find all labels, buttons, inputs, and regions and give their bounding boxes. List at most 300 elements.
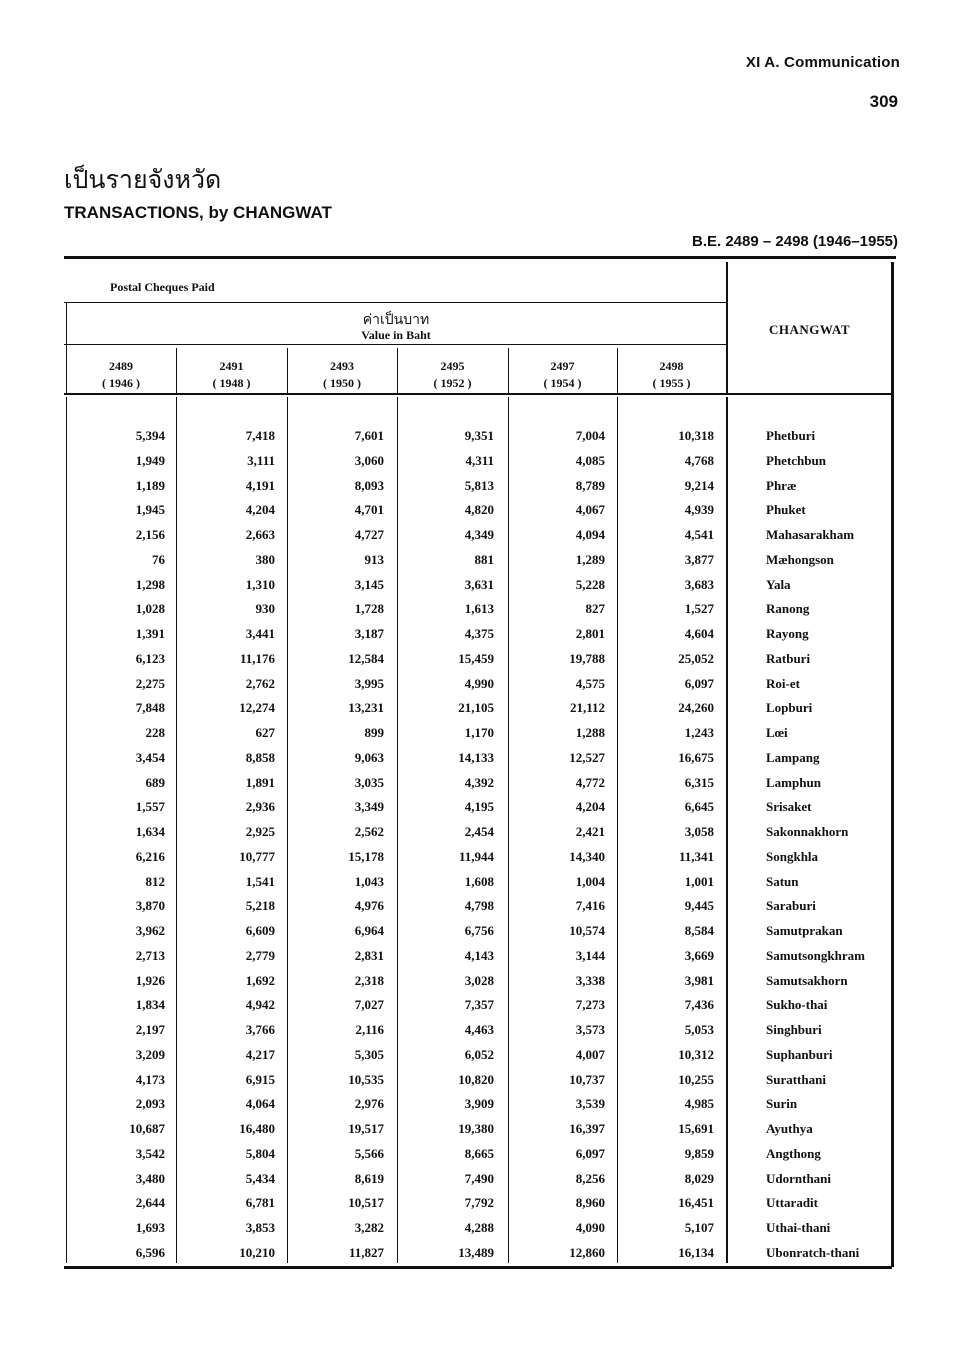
changwat-name: Suphanburi [766, 1046, 833, 1062]
table-row [0, 474, 966, 499]
value-cell: 9,445 [684, 898, 714, 914]
changwat-name: Ayuthya [766, 1121, 813, 1136]
value-cell: 6,964 [354, 923, 384, 938]
year-header-2497 [508, 358, 617, 392]
value-cell: 10,820 [458, 1071, 494, 1087]
value-cell: 4,094 [575, 527, 605, 542]
changwat-name: Samutprakan [766, 923, 843, 938]
table-row [0, 498, 966, 523]
value-cell: 3,480 [135, 1170, 165, 1186]
value-cell: 3,145 [354, 576, 384, 592]
value-cell: 10,210 [239, 1244, 275, 1260]
changwat-name: Saraburi [766, 898, 816, 914]
value-cell: 4,204 [575, 799, 605, 815]
changwat-name: Samutsakhorn [766, 972, 848, 988]
value-cell: 9,214 [684, 477, 714, 493]
value-cell: 9,063 [354, 749, 384, 765]
changwat-name: Roi-et [766, 675, 800, 691]
table-row [0, 1018, 966, 1043]
value-cell: 14,133 [458, 749, 494, 765]
value-cell: 16,451 [678, 1195, 714, 1211]
value-cell: 11,341 [678, 848, 714, 864]
value-cell: 3,909 [464, 1096, 494, 1112]
value-cell: 2,762 [245, 675, 275, 691]
value-cell: 1,634 [135, 824, 165, 839]
value-cell: 3,454 [135, 749, 165, 765]
value-cell: 2,976 [354, 1096, 384, 1112]
year-ad: ( 1950 ) [323, 376, 361, 390]
value-cell: 228 [145, 725, 165, 740]
value-cell: 9,859 [684, 1145, 714, 1161]
value-cell: 4,798 [464, 898, 494, 914]
table-row [0, 424, 966, 449]
value-cell: 11,944 [458, 848, 494, 864]
value-cell: 10,777 [239, 848, 275, 864]
changwat-name: Sakonnakhorn [766, 824, 849, 839]
changwat-name: Phetburi [766, 428, 816, 443]
value-cell: 5,305 [354, 1046, 384, 1062]
value-cell: 6,915 [245, 1071, 275, 1087]
value-cell: 1,613 [464, 601, 494, 617]
value-cell: 10,687 [129, 1121, 165, 1136]
value-cell: 2,936 [245, 799, 275, 815]
changwat-name: Suratthani [766, 1071, 826, 1087]
value-cell: 4,311 [465, 452, 494, 468]
value-cell: 4,772 [575, 774, 605, 790]
value-cell: 2,562 [354, 824, 384, 839]
table-row [0, 1167, 966, 1192]
value-cell: 1,001 [684, 873, 714, 889]
table-row [0, 944, 966, 969]
value-cell: 8,960 [575, 1195, 605, 1211]
changwat-name: Yala [766, 576, 791, 592]
value-cell: 689 [145, 774, 165, 790]
value-cell: 6,781 [245, 1195, 275, 1211]
value-cell: 1,557 [135, 799, 165, 815]
value-cell: 16,397 [569, 1121, 605, 1136]
table-row [0, 721, 966, 746]
value-cell: 10,517 [348, 1195, 384, 1211]
value-cell: 10,318 [678, 428, 714, 443]
value-cell: 3,870 [135, 898, 165, 914]
value-cell: 4,007 [575, 1046, 605, 1062]
year-ad: ( 1948 ) [212, 376, 251, 390]
value-cell: 1,949 [135, 452, 165, 468]
value-cell: 827 [585, 601, 605, 617]
table-row [0, 672, 966, 697]
value-cell: 1,243 [684, 725, 714, 740]
table-row [0, 919, 966, 944]
value-cell: 15,691 [678, 1121, 714, 1136]
value-cell: 1,608 [464, 873, 494, 889]
value-cell: 812 [145, 873, 165, 889]
table-row [0, 523, 966, 548]
value-cell: 16,675 [678, 749, 714, 765]
value-cell: 899 [364, 725, 384, 740]
value-cell: 16,134 [678, 1244, 714, 1260]
table-row [0, 622, 966, 647]
value-cell: 4,604 [684, 626, 714, 641]
value-cell: 2,779 [245, 947, 275, 963]
value-cell: 76 [152, 551, 165, 567]
value-cell: 3,631 [464, 576, 494, 592]
value-cell: 3,441 [245, 626, 275, 641]
changwat-name: Angthong [766, 1145, 821, 1161]
page-number: 309 [869, 92, 898, 111]
changwat-name: Mæhongson [766, 551, 834, 567]
value-cell: 3,539 [575, 1096, 605, 1112]
value-cell: 1,834 [135, 997, 165, 1013]
value-cell: 1,391 [135, 626, 165, 641]
changwat-name: Sukho-thai [766, 997, 828, 1013]
value-cell: 4,727 [354, 527, 384, 542]
value-cell: 6,315 [684, 774, 714, 790]
value-cell: 4,349 [464, 527, 494, 542]
value-cell: 7,418 [245, 428, 275, 443]
value-cell: 3,669 [684, 947, 714, 963]
value-cell: 4,990 [464, 675, 494, 691]
value-cell: 2,116 [355, 1022, 384, 1037]
table-bottom-rule [64, 1266, 892, 1269]
value-cell: 8,858 [245, 749, 275, 765]
year-ad: ( 1946 ) [102, 376, 140, 390]
value-cell: 3,035 [354, 774, 384, 790]
value-cell: 10,312 [678, 1046, 714, 1062]
changwat-name: Surin [766, 1096, 798, 1112]
year-be: 2491 [219, 359, 244, 373]
value-cell: 13,231 [348, 700, 384, 716]
value-cell: 5,228 [575, 576, 605, 592]
value-cell: 3,060 [354, 452, 384, 468]
year-header-2495 [397, 358, 508, 392]
value-cell: 3,349 [354, 799, 384, 815]
group-label: Postal Cheques Paid [110, 280, 215, 294]
table-row [0, 573, 966, 598]
changwat-name: Singhburi [766, 1022, 822, 1037]
value-cell: 4,768 [684, 452, 714, 468]
changwat-name: Srisaket [766, 799, 812, 815]
header-bottom-rule [64, 393, 894, 395]
year-be: 2498 [659, 359, 684, 373]
value-cell: 10,737 [569, 1071, 605, 1087]
table-row [0, 969, 966, 994]
value-cell: 380 [255, 551, 275, 567]
value-cell: 4,085 [575, 452, 605, 468]
value-cell: 1,926 [135, 972, 165, 988]
value-cell: 7,027 [354, 997, 384, 1013]
value-cell: 8,256 [575, 1170, 605, 1186]
section-title: XI A. Communication [745, 54, 900, 71]
changwat-name: Lamphun [766, 774, 821, 790]
value-cell: 6,097 [575, 1145, 605, 1161]
changwat-name: Phuket [766, 502, 806, 518]
value-cell: 3,187 [354, 626, 384, 641]
value-cell: 3,542 [135, 1145, 165, 1161]
value-cell: 8,789 [575, 477, 605, 493]
year-ad: ( 1952 ) [433, 376, 472, 390]
table-row [0, 1142, 966, 1167]
value-cell: 4,143 [464, 947, 494, 963]
changwat-name: Udornthani [766, 1170, 832, 1186]
value-cell: 4,392 [464, 774, 494, 790]
value-cell: 3,981 [684, 972, 714, 988]
value-cell: 1,289 [575, 551, 605, 567]
value-cell: 11,827 [348, 1244, 384, 1260]
value-cell: 1,728 [354, 601, 384, 617]
value-cell: 19,517 [348, 1121, 384, 1136]
value-cell: 1,945 [135, 502, 165, 518]
value-cell: 2,421 [575, 824, 605, 839]
value-cell: 2,156 [135, 527, 165, 542]
value-cell: 3,683 [684, 576, 714, 592]
value-header-rule [64, 344, 726, 345]
value-cell: 7,004 [575, 428, 605, 443]
value-cell: 6,052 [464, 1046, 494, 1062]
value-cell: 3,144 [575, 947, 605, 963]
value-cell: 1,693 [135, 1220, 165, 1235]
value-cell: 4,173 [135, 1071, 165, 1087]
value-cell: 5,218 [245, 898, 275, 914]
value-cell: 5,804 [245, 1145, 275, 1161]
value-cell: 2,713 [135, 947, 165, 963]
changwat-name: Uthai-thani [766, 1220, 831, 1235]
value-cell: 913 [364, 551, 384, 567]
value-cell: 12,584 [348, 650, 384, 666]
changwat-name: Satun [766, 873, 799, 889]
value-cell: 4,939 [684, 502, 714, 518]
table-row [0, 1216, 966, 1241]
value-cell: 1,189 [135, 477, 165, 493]
value-cell: 21,105 [458, 700, 494, 716]
value-cell: 12,527 [569, 749, 605, 765]
value-cell: 1,170 [464, 725, 494, 740]
table-row [0, 597, 966, 622]
value-cell: 2,318 [354, 972, 384, 988]
value-cell: 1,692 [245, 972, 275, 988]
thai-title: เป็นรายจังหวัด [64, 167, 222, 194]
value-cell: 9,351 [464, 428, 494, 443]
value-cell: 7,792 [464, 1195, 494, 1211]
value-cell: 1,527 [684, 601, 714, 617]
value-cell: 2,093 [135, 1096, 165, 1112]
value-cell: 3,282 [354, 1220, 384, 1235]
table-row [0, 845, 966, 870]
value-cell: 21,112 [569, 700, 605, 716]
table-row [0, 449, 966, 474]
value-cell: 4,090 [575, 1220, 605, 1235]
value-cell: 4,985 [684, 1096, 714, 1112]
value-cell: 1,310 [245, 576, 275, 592]
value-cell: 6,123 [135, 650, 165, 666]
value-cell: 2,644 [135, 1195, 165, 1211]
changwat-name: Lopburi [766, 700, 813, 716]
table-row [0, 771, 966, 796]
value-cell: 4,820 [464, 502, 494, 518]
value-cell: 8,584 [684, 923, 714, 938]
year-header-2498 [617, 358, 726, 392]
year-be: 2489 [109, 359, 133, 373]
changwat-name: Phræ [766, 477, 797, 493]
table-top-rule [64, 256, 896, 259]
value-cell: 12,274 [239, 700, 275, 716]
value-cell: 1,298 [135, 576, 165, 592]
table-row [0, 1241, 966, 1266]
value-cell: 5,053 [684, 1022, 714, 1037]
value-cell: 4,195 [464, 799, 494, 815]
value-cell: 4,288 [464, 1220, 494, 1235]
changwat-name: Ranong [766, 601, 810, 617]
value-cell: 25,052 [678, 650, 714, 666]
value-cell: 881 [474, 551, 494, 567]
value-cell: 3,338 [575, 972, 605, 988]
changwat-name: Lampang [766, 749, 820, 765]
value-cell: 15,459 [458, 650, 494, 666]
value-cell: 6,645 [684, 799, 714, 815]
changwat-header: CHANGWAT [768, 322, 851, 337]
table-row [0, 647, 966, 672]
year-ad: ( 1954 ) [543, 376, 582, 390]
value-cell: 7,357 [464, 997, 494, 1013]
value-cell: 2,454 [464, 824, 494, 839]
changwat-name: Ratburi [766, 650, 811, 666]
changwat-name: Mahasarakham [766, 527, 855, 542]
value-cell: 6,609 [245, 923, 275, 938]
value-cell: 4,204 [245, 502, 275, 518]
value-cell: 16,480 [239, 1121, 275, 1136]
value-cell: 2,663 [245, 527, 275, 542]
value-cell: 4,463 [464, 1022, 494, 1037]
year-header-2493 [287, 358, 397, 392]
changwat-name: Rayong [766, 626, 809, 641]
value-cell: 15,178 [348, 848, 384, 864]
table-row [0, 1092, 966, 1117]
year-header-2489 [66, 358, 176, 392]
value-cell: 1,541 [245, 873, 275, 889]
value-cell: 19,788 [569, 650, 605, 666]
value-cell: 6,216 [135, 848, 165, 864]
changwat-name: Ubonratch-thani [766, 1244, 860, 1260]
value-cell: 930 [255, 601, 275, 617]
value-cell: 5,434 [245, 1170, 275, 1186]
value-cell: 3,573 [575, 1022, 605, 1037]
changwat-name: Phetchbun [766, 452, 826, 468]
value-cell: 3,877 [684, 551, 714, 567]
value-cell: 5,107 [684, 1220, 714, 1235]
value-cell: 4,217 [245, 1046, 275, 1062]
value-cell: 2,831 [354, 947, 384, 963]
value-cell: 627 [255, 725, 275, 740]
english-title: TRANSACTIONS, by CHANGWAT [64, 203, 332, 222]
value-cell: 7,436 [684, 997, 714, 1013]
value-cell: 4,541 [684, 527, 714, 542]
value-cell: 7,490 [464, 1170, 494, 1186]
value-cell: 4,067 [575, 502, 605, 518]
table-row [0, 993, 966, 1018]
value-cell: 3,962 [135, 923, 165, 938]
value-cell: 8,619 [354, 1170, 384, 1186]
table-row [0, 1068, 966, 1093]
value-cell: 11,176 [239, 650, 275, 666]
value-cell: 12,860 [569, 1244, 605, 1260]
value-cell: 2,801 [575, 626, 605, 641]
value-cell: 4,942 [245, 997, 275, 1013]
value-cell: 6,097 [684, 675, 714, 691]
value-cell: 3,766 [245, 1022, 275, 1037]
year-be: 2493 [330, 359, 354, 373]
table-row [0, 696, 966, 721]
period-label: B.E. 2489 – 2498 (1946–1955) [692, 233, 898, 250]
changwat-name: Uttaradit [766, 1195, 818, 1211]
value-cell: 6,756 [464, 923, 494, 938]
value-cell: 13,489 [458, 1244, 494, 1260]
value-cell: 8,093 [354, 477, 384, 493]
table-row [0, 548, 966, 573]
group-header-rule [64, 302, 726, 303]
changwat-name: Lœi [766, 725, 788, 740]
table-row [0, 746, 966, 771]
value-cell: 8,665 [464, 1145, 494, 1161]
table-row [0, 820, 966, 845]
value-cell: 2,925 [245, 824, 275, 839]
value-cell: 10,255 [678, 1071, 714, 1087]
value-cell: 6,596 [135, 1244, 165, 1260]
changwat-name: Samutsongkhram [766, 947, 865, 963]
value-cell: 3,209 [135, 1046, 165, 1062]
value-cell: 10,535 [348, 1071, 384, 1087]
value-cell: 1,891 [245, 774, 275, 790]
year-ad: ( 1955 ) [652, 376, 691, 390]
value-cell: 3,111 [247, 452, 275, 468]
value-cell: 3,853 [245, 1220, 275, 1235]
value-cell: 7,273 [575, 997, 605, 1013]
value-cell: 1,028 [135, 601, 165, 617]
table-row [0, 894, 966, 919]
value-cell: 3,995 [354, 675, 384, 691]
value-label-thai: ค่าเป็นบาท [362, 313, 430, 328]
table-row [0, 795, 966, 820]
value-cell: 5,566 [354, 1145, 384, 1161]
value-cell: 7,416 [575, 898, 605, 914]
value-cell: 1,288 [575, 725, 605, 740]
value-cell: 24,260 [678, 700, 714, 716]
value-cell: 5,813 [464, 477, 494, 493]
table-row [0, 1191, 966, 1216]
value-cell: 4,976 [354, 898, 384, 914]
year-header-2491 [176, 358, 287, 392]
value-cell: 1,043 [354, 873, 384, 889]
table-row [0, 1043, 966, 1068]
value-cell: 4,191 [245, 477, 275, 493]
year-be: 2497 [550, 359, 575, 373]
value-cell: 1,004 [575, 873, 605, 889]
value-cell: 5,394 [135, 428, 165, 443]
value-cell: 3,058 [684, 824, 714, 839]
value-cell: 14,340 [569, 848, 605, 864]
table-row [0, 870, 966, 895]
changwat-name: Songkhla [766, 848, 819, 864]
value-cell: 4,575 [575, 675, 605, 691]
value-cell: 3,028 [464, 972, 494, 988]
year-be: 2495 [440, 359, 465, 373]
value-cell: 2,275 [135, 675, 165, 691]
value-cell: 4,375 [464, 626, 494, 641]
value-cell: 4,064 [245, 1096, 275, 1112]
value-cell: 10,574 [569, 923, 605, 938]
value-cell: 7,848 [135, 700, 165, 716]
value-cell: 19,380 [458, 1121, 494, 1136]
value-label: Value in Baht [361, 328, 431, 342]
value-cell: 2,197 [135, 1022, 165, 1037]
